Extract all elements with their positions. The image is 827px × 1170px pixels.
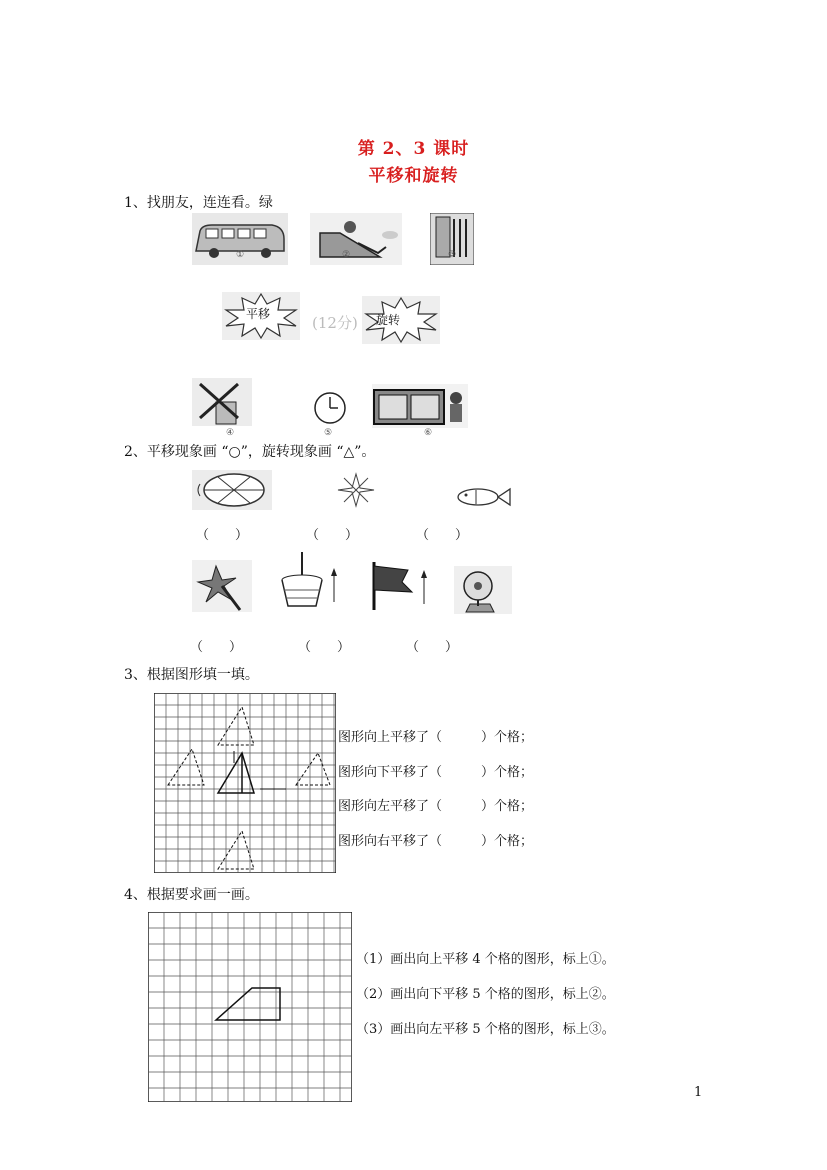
translation-grid-2 [148,912,352,1102]
page-number: 1 [694,1085,703,1100]
question-1-prompt: 1、找朋友，连连看。绿 [124,195,273,211]
label-3: ③ [448,250,457,260]
slide-picture [310,213,402,265]
fish-picture [454,486,512,508]
task-line-1: （1）画出向上平移 4 个格的图形，标上①。 [356,952,615,967]
window-picture [372,384,468,428]
task-line-3: （3）画出向左平移 5 个格的图形，标上③。 [356,1022,615,1037]
translation-grid-1 [154,693,336,873]
bucket-picture [280,552,342,610]
faded-text: (12分) [312,314,358,332]
answer-paren[interactable]: （ ） [190,640,243,655]
pinwheel-small-picture [334,470,378,510]
answer-paren[interactable]: （ ） [306,528,359,543]
answer-paren[interactable]: （ ） [416,528,469,543]
label-1: ① [236,250,245,260]
fill-line-right[interactable]: 图形向右平移了（ ）个格； [338,834,534,849]
fill-line-left[interactable]: 图形向左平移了（ ）个格； [338,799,534,814]
task-line-2: （2）画出向下平移 5 个格的图形，标上②。 [356,987,615,1002]
lesson-title: 第 2、3 课时 [357,139,470,159]
label-2: ② [342,250,351,260]
flag-picture [368,560,432,612]
windmill-picture [192,378,252,426]
fan-picture [454,566,512,614]
question-4-prompt: 4、根据要求画一画。 [124,887,259,903]
answer-paren[interactable]: （ ） [406,640,459,655]
wheel-picture [192,470,272,510]
label-5: ⑤ [324,428,333,438]
clock-picture [306,391,354,425]
badge-rotation [362,296,440,344]
fill-line-down[interactable]: 图形向下平移了（ ）个格； [338,765,534,780]
answer-paren[interactable]: （ ） [196,528,249,543]
badge-translation-text: 平移 [246,307,271,321]
question-3-prompt: 3、根据图形填一填。 [124,667,259,683]
answer-paren[interactable]: （ ） [298,640,351,655]
label-6: ⑥ [424,428,433,438]
pinwheel-picture [192,560,252,612]
badge-rotation-text: 旋转 [376,313,401,327]
question-2-prompt: 2、平移现象画 “○”，旋转现象画 “△”。 [124,444,376,460]
label-4: ④ [226,428,235,438]
lesson-subtitle: 平移和旋转 [368,166,459,186]
fill-line-up[interactable]: 图形向上平移了（ ）个格； [338,730,534,745]
